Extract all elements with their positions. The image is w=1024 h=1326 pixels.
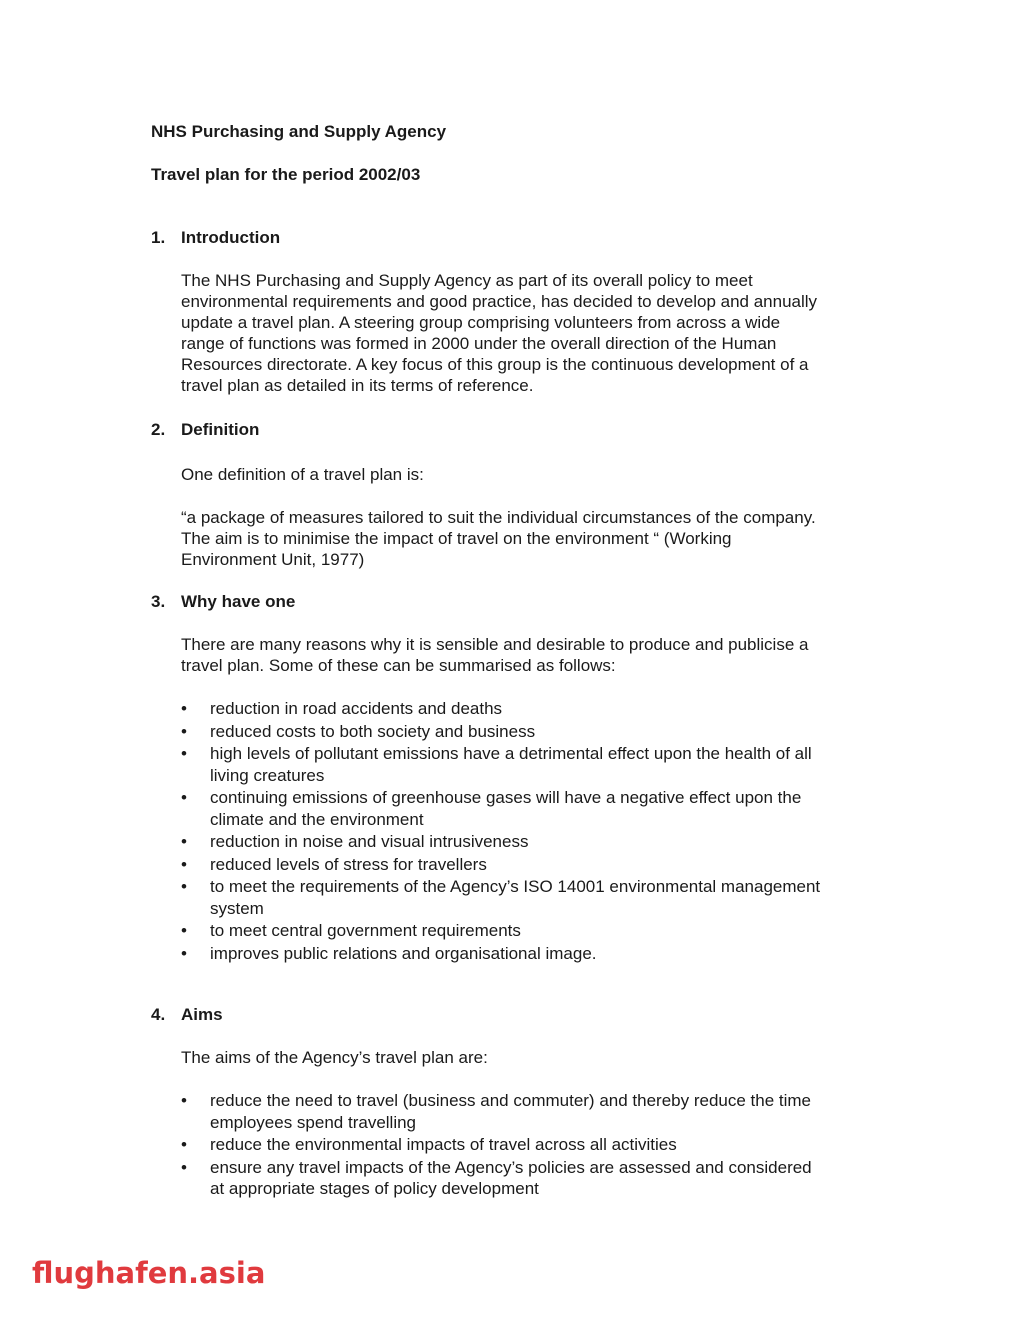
paragraph-line: The aims of the Agency’s travel plan are: [181,1048,488,1067]
bullet-icon: • [181,921,187,940]
section-2-heading [151,420,259,440]
plan-title: Travel plan for the period 2002/03 [151,165,421,184]
list-item: • reduced costs to both society and business [181,721,536,741]
bullet-icon: • [181,854,187,874]
paragraph-line: travel plan. Some of these can be summarised as follows: [181,656,616,675]
introduction-paragraph [181,270,881,396]
paragraph-line: travel plan as detailed in its terms of reference. [181,376,534,395]
bullet-icon: • [181,1135,187,1154]
section-1-heading [151,228,280,248]
bullet-icon: • [181,1157,187,1177]
list-item: • reduction in road accidents and deaths [181,699,503,718]
section-4-heading [151,1005,223,1025]
bullet-icon: • [181,943,187,963]
bullet-icon: • [181,832,187,851]
quote-line: The aim is to minimise the impact of travel on the environment “ (Working [181,529,732,548]
bullet-icon: • [181,721,187,741]
list-item: • reduce the environmental impacts of travel across all activities [181,1135,677,1154]
section-number: 3. [151,592,166,611]
list-item: • reduction in noise and visual intrusiveness [181,832,529,851]
organisation-title: NHS Purchasing and Supply Agency [151,122,447,141]
section-number: 4. [151,1005,166,1024]
bullet-icon: • [181,1091,187,1110]
section-title: Introduction [181,228,281,247]
section-number: 2. [151,420,166,439]
bullet-icon: • [181,699,187,718]
list-item: • ensure any travel impacts of the Agency’s policies are assessed and considered at appropriate stages of policy development [181,1157,812,1198]
list-item: • improves public relations and organisational image. [181,943,597,963]
watermark-logo: flughafen.asia [32,1256,266,1290]
section-title: Why have one [181,592,296,611]
aims-list [181,1090,812,1201]
list-item: • reduce the need to travel (business and commuter) and thereby reduce the time employees spend travelling [181,1091,812,1132]
paragraph-line: update a travel plan. A steering group comprising volunteers from across a wide [181,313,781,332]
list-item: • continuing emissions of greenhouse gases will have a negative effect upon the climate and the environment [181,788,802,829]
section-3-heading [151,592,295,612]
why-paragraph [181,634,881,676]
definition-intro [181,464,881,485]
paragraph-line: One definition of a travel plan is: [181,465,424,484]
bullet-icon: • [181,877,187,896]
paragraph-line: There are many reasons why it is sensible and desirable to produce and publicise a [181,635,809,654]
list-item: • high levels of pollutant emissions have a detrimental effect upon the health of all living creatures [181,744,812,785]
section-number: 1. [151,228,166,247]
bullet-icon: • [181,744,187,763]
paragraph-line: environmental requirements and good practice, has decided to develop and annually [181,292,818,311]
aims-intro [181,1047,881,1068]
bullet-icon: • [181,788,187,807]
paragraph-line: range of functions was formed in 2000 under the overall direction of the Human [181,334,777,353]
quote-line: Environment Unit, 1977) [181,550,365,569]
reasons-list [181,698,820,965]
section-title: Aims [181,1005,223,1024]
definition-quote [181,507,881,570]
list-item: • to meet the requirements of the Agency’s ISO 14001 environmental management system [181,877,821,918]
section-title: Definition [181,420,260,439]
paragraph-line: The NHS Purchasing and Supply Agency as part of its overall policy to meet [181,271,753,290]
list-item: • to meet central government requirements [181,921,521,940]
paragraph-line: Resources directorate. A key focus of this group is the continuous development of a [181,355,809,374]
quote-line: “a package of measures tailored to suit the individual circumstances of the company. [181,508,816,527]
list-item: • reduced levels of stress for travellers [181,854,487,874]
